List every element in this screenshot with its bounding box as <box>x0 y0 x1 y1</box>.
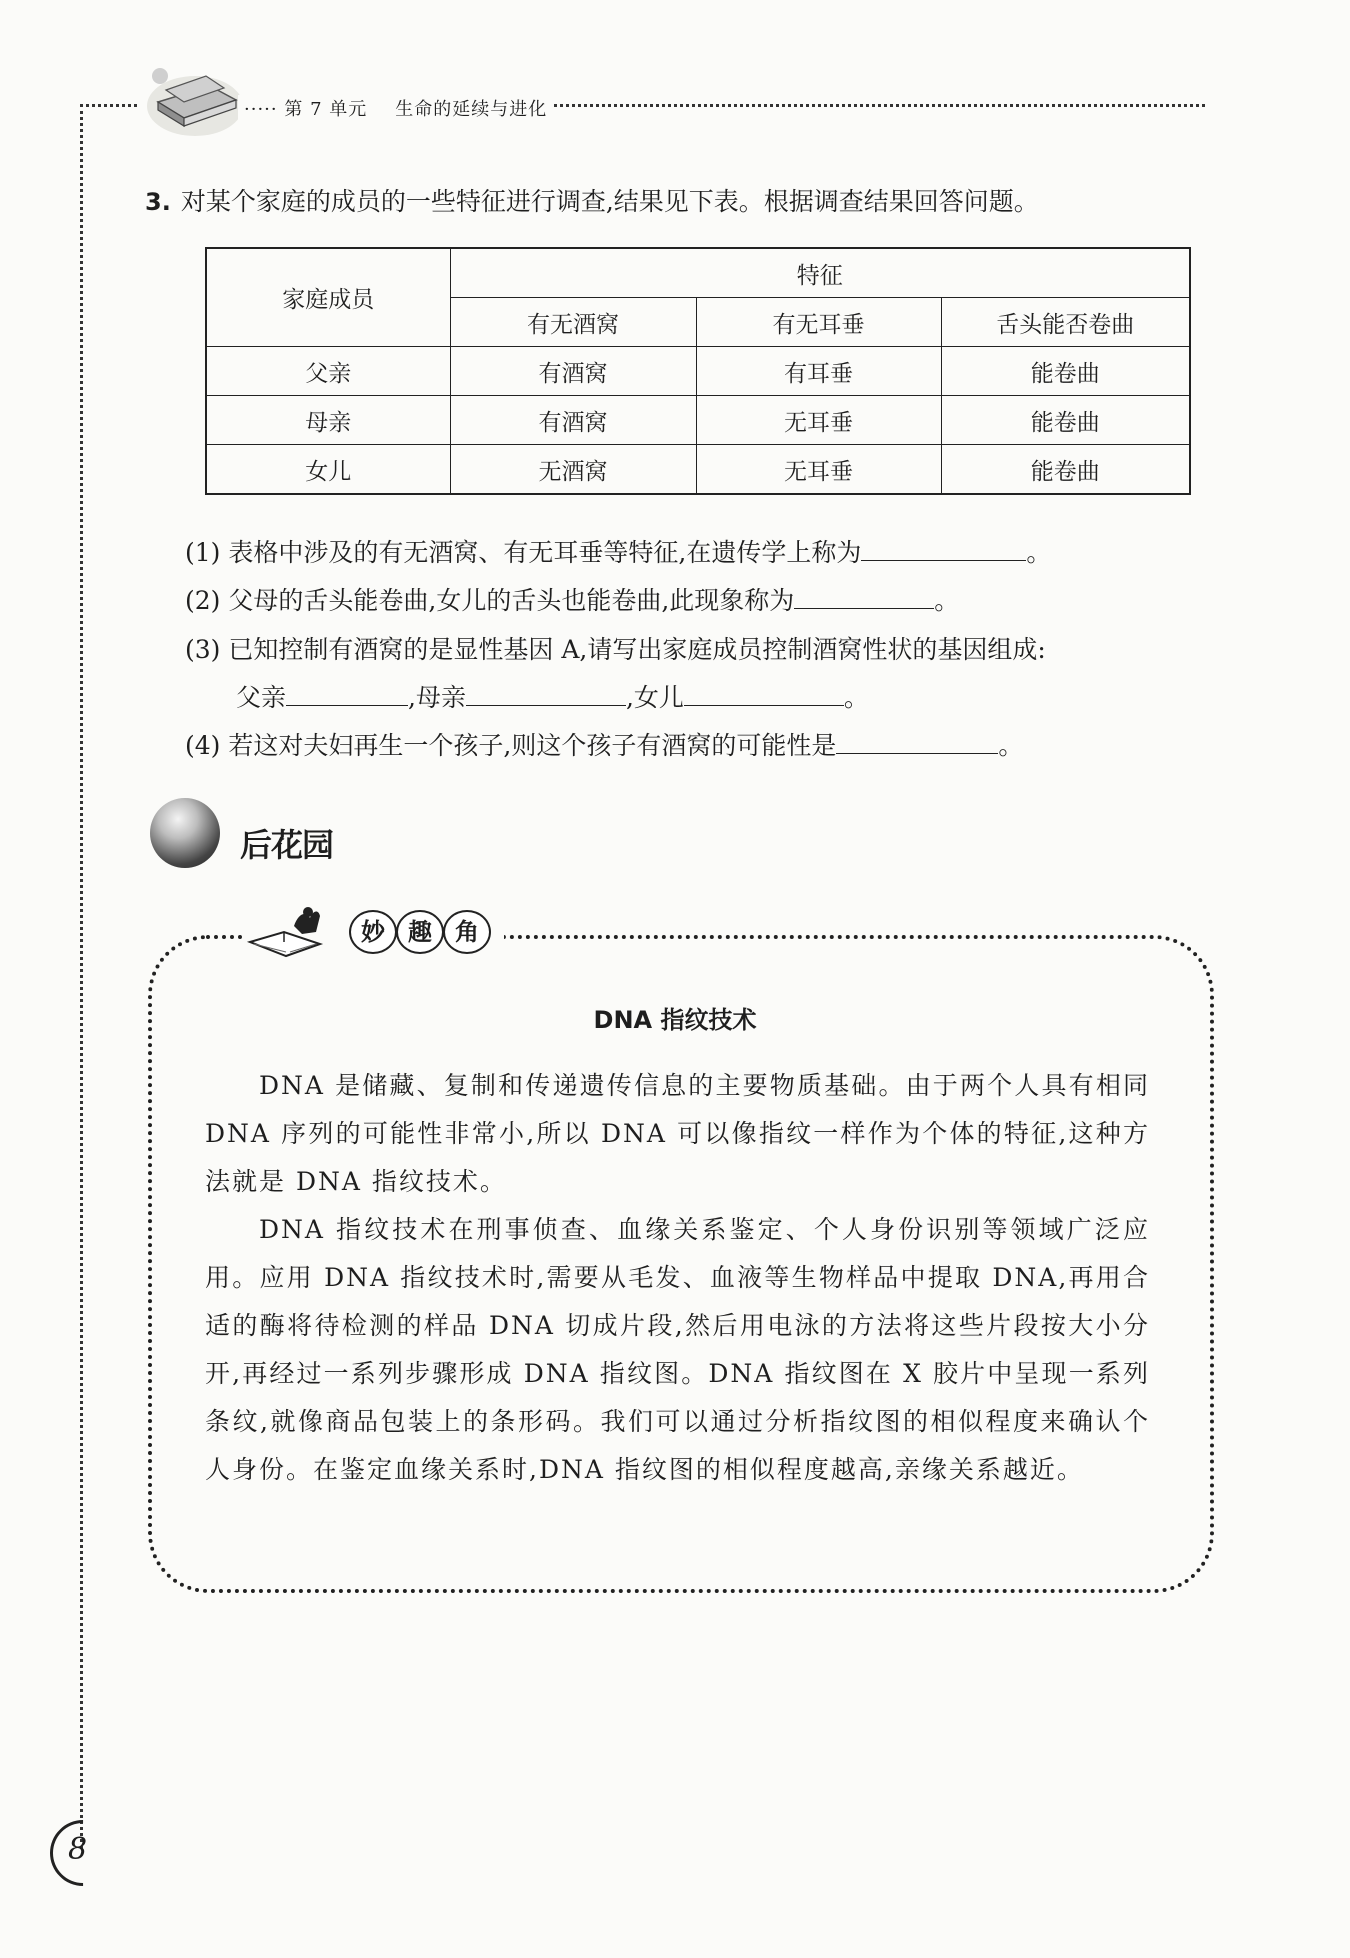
father-answer-blank[interactable] <box>286 679 408 706</box>
table-cell: 无耳垂 <box>696 445 941 495</box>
answer-blank[interactable] <box>861 534 1026 561</box>
table-cell: 有耳垂 <box>696 347 941 396</box>
sub-question-text: 已知控制有酒窝的是显性基因 A,请写出家庭成员控制酒窝性状的基因组成: <box>228 635 1046 664</box>
sub-question-text: 表格中涉及的有无酒窝、有无耳垂等特征,在遗传学上称为 <box>228 538 862 567</box>
sub-question-text: 父母的舌头能卷曲,女儿的舌头也能卷曲,此现象称为 <box>228 586 795 615</box>
table-header-member: 家庭成员 <box>206 248 450 347</box>
table-header-dimple: 有无酒窝 <box>450 298 696 347</box>
punctuation: 。 <box>843 683 869 712</box>
article-paragraph-1 <box>205 1062 1150 1206</box>
header-books-icon <box>140 62 250 142</box>
table-cell: 能卷曲 <box>941 347 1190 396</box>
sub-question-label: (2) <box>185 586 221 615</box>
table-cell: 能卷曲 <box>941 445 1190 495</box>
question-number: 3. <box>145 188 171 216</box>
sub-question-label: (4) <box>185 731 221 760</box>
open-book-icon <box>246 902 336 958</box>
page-header: ····· 第 7 单元 生命的延续与进化 <box>238 95 553 121</box>
table-row <box>206 347 1190 396</box>
mother-label: ,母亲 <box>408 683 466 712</box>
unit-title: 生命的延续与进化 <box>395 99 548 120</box>
father-label: 父亲 <box>236 683 287 712</box>
table-cell: 母亲 <box>206 396 450 445</box>
traits-table <box>205 247 1191 495</box>
question-intro-text: 对某个家庭的成员的一些特征进行调查,结果见下表。根据调查结果回答问题。 <box>180 187 1039 216</box>
sub-question-1 <box>185 533 1051 569</box>
article-paragraph-1-text: DNA 是储藏、复制和传递遗传信息的主要物质基础。由于两个人具有相同 DNA 序列的可能性非常小,所以 DNA 可以像指纹一样作为个体的特征,这种方法就是 DNA 指纹技术。 <box>205 1071 1150 1196</box>
answer-blank[interactable] <box>836 727 998 754</box>
table-cell: 能卷曲 <box>941 396 1190 445</box>
table-cell: 无耳垂 <box>696 396 941 445</box>
table-row <box>206 396 1190 445</box>
daughter-answer-blank[interactable] <box>684 679 844 706</box>
section-icon <box>150 798 220 868</box>
punctuation: 。 <box>998 731 1024 760</box>
sub-question-2 <box>185 581 959 617</box>
unit-number: 第 7 单元 <box>284 99 368 120</box>
fun-char-3: 角 <box>443 910 491 954</box>
fun-char-2: 趣 <box>396 910 444 954</box>
sub-question-label: (3) <box>185 635 221 664</box>
sub-question-text: 若这对夫妇再生一个孩子,则这个孩子有酒窝的可能性是 <box>228 731 837 760</box>
section-title: 后花园 <box>240 826 334 864</box>
article-title: DNA 指纹技术 <box>593 1006 757 1034</box>
table-header-tongue: 舌头能否卷曲 <box>941 298 1190 347</box>
daughter-label: ,女儿 <box>625 683 684 712</box>
sub-question-4 <box>185 726 1023 762</box>
table-cell: 父亲 <box>206 347 450 396</box>
mother-answer-blank[interactable] <box>466 679 626 706</box>
answer-blank[interactable] <box>794 582 934 609</box>
page-number: 8 <box>68 1832 88 1867</box>
table-row <box>206 445 1190 495</box>
fun-char-1: 妙 <box>349 910 397 954</box>
page-frame-left <box>80 104 83 1849</box>
sub-question-3-answers <box>236 678 869 714</box>
table-cell: 有酒窝 <box>450 396 696 445</box>
table-cell: 无酒窝 <box>450 445 696 495</box>
table-cell: 有酒窝 <box>450 347 696 396</box>
table-header-traits: 特征 <box>450 248 1190 298</box>
sub-question-3 <box>185 630 1046 666</box>
article-paragraph-2 <box>205 1206 1150 1494</box>
punctuation: 。 <box>934 586 960 615</box>
question-intro <box>145 182 1039 218</box>
punctuation: 。 <box>1026 538 1052 567</box>
article-paragraph-2-text: DNA 指纹技术在刑事侦查、血缘关系鉴定、个人身份识别等领域广泛应用。应用 DNA 指纹技术时,需要从毛发、血液等生物样品中提取 DNA,再用合适的酶将待检测的样品 DNA 切成片段,然后用电泳的方法将这些片段按大小分开,再经过一系列步骤形成 DNA 指纹图。DNA 指纹图在 X 胶片中呈现一系列条纹,就像商品包装上的条形码。我们可以通过分析指纹图的相似程度来确认个人身份。在鉴定血缘关系时,DNA 指纹图的相似程度越高,亲缘关系越近。 <box>205 1215 1150 1484</box>
table-header-earlobe: 有无耳垂 <box>696 298 941 347</box>
table-cell: 女儿 <box>206 445 450 495</box>
sub-question-label: (1) <box>185 538 221 567</box>
